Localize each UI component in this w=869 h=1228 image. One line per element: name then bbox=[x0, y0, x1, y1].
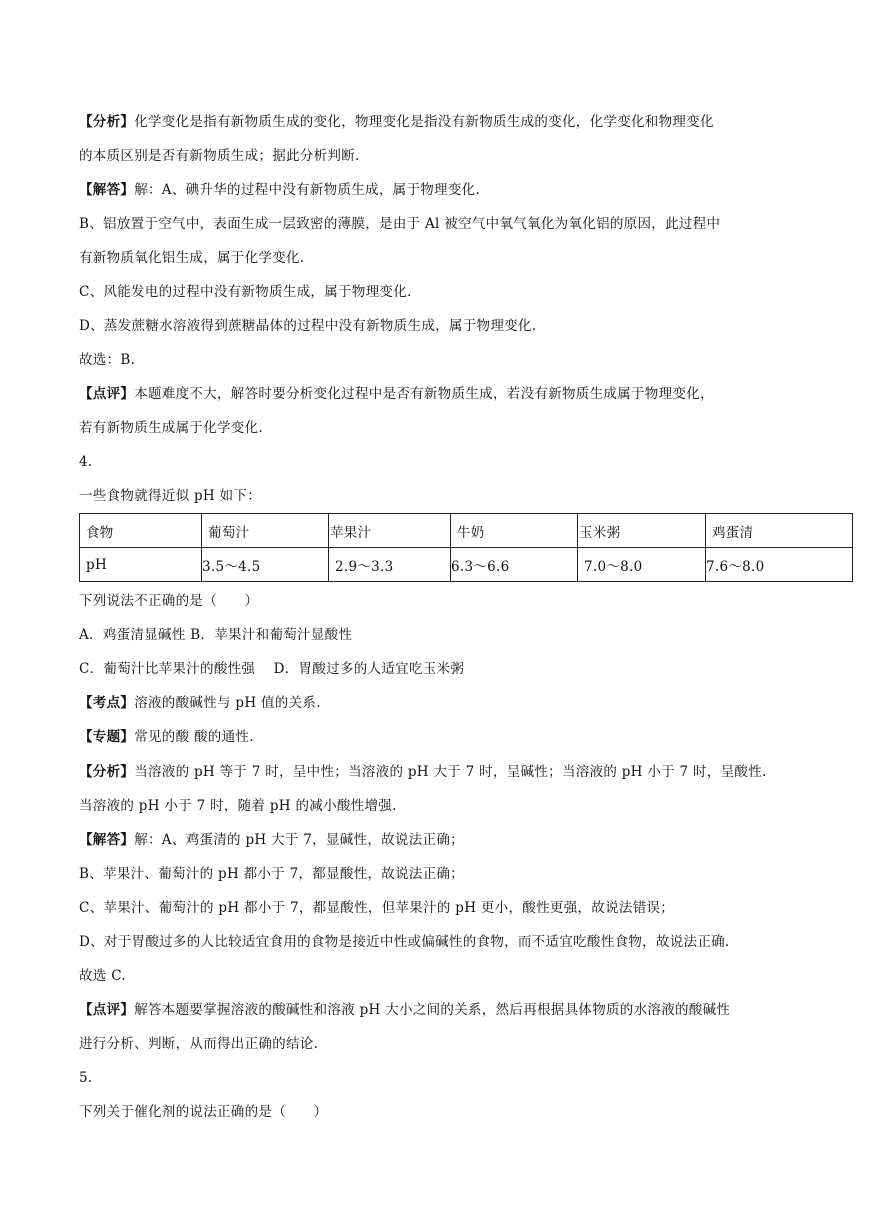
table-cell: 3.5～4.5 bbox=[202, 548, 329, 582]
table-cell: 7.6～8.0 bbox=[706, 548, 853, 582]
comment-line-1: 【点评】解答本题要掌握溶液的酸碱性和溶液 pH 大小之间的关系，然后再根据具体物质的水溶液的酸碱性 bbox=[79, 1002, 731, 1018]
answer-line-b1: B、铝放置于空气中，表面生成一层致密的薄膜，是由于 Al 被空气中氧气氧化为氧化铝的原因，此过程中 bbox=[79, 216, 721, 232]
analysis-line-1: 【分析】化学变化是指有新物质生成的变化，物理变化是指没有新物质生成的变化，化学变化和物理变化 bbox=[79, 114, 714, 130]
answer-line-a: 【解答】解：A、鸡蛋清的 pH 大于 7，显碱性，故说法正确； bbox=[79, 832, 464, 848]
answer-line-c: C、苹果汁、葡萄汁的 pH 都小于 7，都显酸性，但苹果汁的 pH 更小，酸性更强，故说法错误； bbox=[79, 900, 675, 916]
question-5-text: 下列关于催化剂的说法正确的是（ ） bbox=[79, 1104, 328, 1120]
answer-line-b: B、苹果汁、葡萄汁的 pH 都小于 7，都显酸性，故说法正确； bbox=[79, 866, 465, 882]
choice-line: 故选：B. bbox=[79, 352, 136, 368]
answer-line-c: C、风能发电的过程中没有新物质生成，属于物理变化. bbox=[79, 284, 412, 300]
analysis-line-2: 当溶液的 pH 小于 7 时，随着 pH 的减小酸性增强. bbox=[79, 798, 397, 814]
table-cell: 食物 bbox=[80, 514, 202, 548]
table-header-row bbox=[80, 514, 853, 548]
question-number-5: 5. bbox=[79, 1070, 93, 1086]
kaodian-line: 【考点】溶液的酸碱性与 pH 值的关系. bbox=[79, 695, 321, 711]
analysis-tag: 【分析】 bbox=[79, 764, 135, 780]
zhuanti-tag: 【专题】 bbox=[79, 729, 135, 745]
ph-table bbox=[79, 513, 853, 582]
analysis-line-1: 【分析】当溶液的 pH 等于 7 时，呈中性；当溶液的 pH 大于 7 时，呈碱性；当溶液的 pH 小于 7 时，呈酸性. bbox=[79, 764, 767, 780]
table-cell: 7.0～8.0 bbox=[578, 548, 706, 582]
answer-tag: 【解答】 bbox=[79, 182, 135, 198]
table-row bbox=[80, 548, 853, 582]
answer-line-b2: 有新物质氧化铝生成，属于化学变化. bbox=[79, 250, 305, 266]
table-cell: 6.3～6.6 bbox=[451, 548, 578, 582]
analysis-tag: 【分析】 bbox=[79, 114, 135, 130]
analysis-line-2: 的本质区别是否有新物质生成；据此分析判断. bbox=[79, 148, 360, 164]
table-cell: 苹果汁 bbox=[329, 514, 451, 548]
zhuanti-line: 【专题】常见的酸 酸的通性. bbox=[79, 729, 254, 745]
table-cell: 鸡蛋清 bbox=[706, 514, 853, 548]
table-cell: 玉米粥 bbox=[578, 514, 706, 548]
table-cell: 2.9～3.3 bbox=[329, 548, 451, 582]
comment-tag: 【点评】 bbox=[79, 386, 135, 402]
comment-line-2: 若有新物质生成属于化学变化. bbox=[79, 420, 263, 436]
table-cell: 牛奶 bbox=[451, 514, 578, 548]
kaodian-tag: 【考点】 bbox=[79, 695, 135, 711]
table-cell: 葡萄汁 bbox=[202, 514, 329, 548]
comment-line-2: 进行分析、判断，从而得出正确的结论. bbox=[79, 1036, 319, 1052]
question-4-text: 下列说法不正确的是（ ） bbox=[79, 593, 259, 609]
options-ab: A．鸡蛋清显碱性 B．苹果汁和葡萄汁显酸性 bbox=[79, 627, 353, 643]
question-4-stem: 一些食物就得近似 pH 如下： bbox=[79, 488, 261, 504]
options-cd: C．葡萄汁比苹果汁的酸性强 D．胃酸过多的人适宜吃玉米粥 bbox=[79, 661, 465, 677]
answer-tag: 【解答】 bbox=[79, 832, 135, 848]
answer-line-d: D、蒸发蔗糖水溶液得到蔗糖晶体的过程中没有新物质生成，属于物理变化. bbox=[79, 318, 537, 334]
answer-line-d: D、对于胃酸过多的人比较适宜食用的食物是接近中性或偏碱性的食物，而不适宜吃酸性食物，故说法正确. bbox=[79, 934, 730, 950]
question-number-4: 4. bbox=[79, 454, 93, 470]
comment-line-1: 【点评】本题难度不大，解答时要分析变化过程中是否有新物质生成，若没有新物质生成属于物理变化， bbox=[79, 386, 714, 402]
table-cell: pH bbox=[80, 548, 202, 582]
choice-line: 故选 C. bbox=[79, 968, 126, 984]
comment-tag: 【点评】 bbox=[79, 1002, 135, 1018]
answer-line-a: 【解答】解：A、碘升华的过程中没有新物质生成，属于物理变化. bbox=[79, 182, 481, 198]
